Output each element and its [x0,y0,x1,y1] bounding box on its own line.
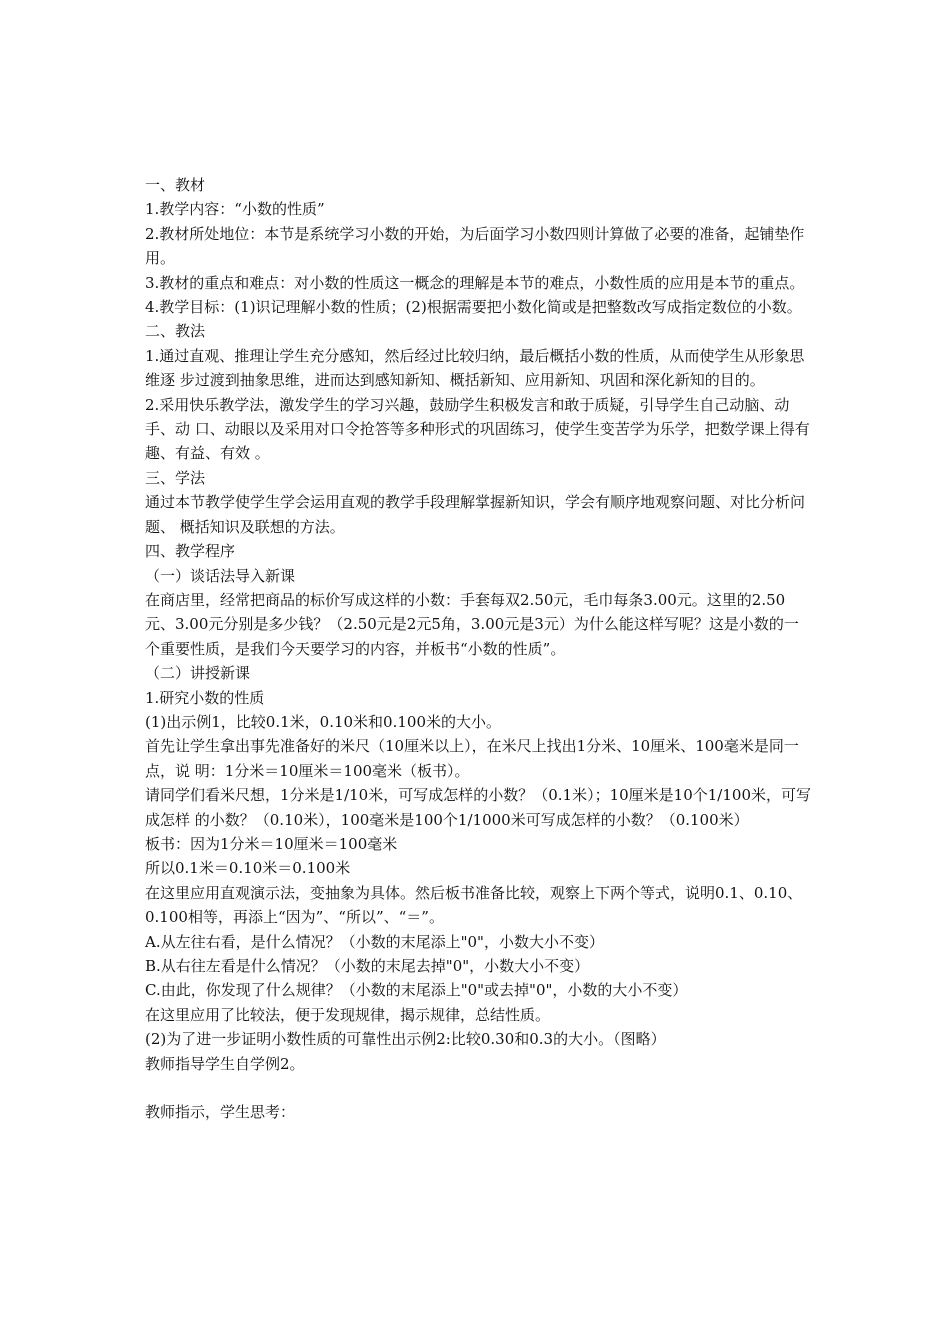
heading-teaching-method: 二、教法 [145,322,206,341]
paragraph: 在这里应用了比较法，便于发现规律，揭示规律，总结性质。 [145,1005,551,1024]
heading-teaching-procedure: 四、教学程序 [145,542,236,561]
paragraph: B.从右往左看是什么情况？（小数的末尾去掉"0"，小数大小不变） [145,957,590,975]
paragraph: 1.研究小数的性质 [145,688,265,707]
paragraph: 首先让学生拿出事先准备好的米尺（10厘米以上），在米尺上找出1分米、10厘米、100毫米是同一点，说 明：1分米＝10厘米＝100毫米（板书）。 [145,737,799,780]
paragraph: 教师指导学生自学例2。 [145,1054,305,1073]
paragraph: 2.采用快乐教学法，激发学生的学习兴趣，鼓励学生积极发言和敢于质疑，引导学生自己动脑、动手、动 口、动眼以及采用对口令抢答等多种形式的巩固练习，使学生变苦学为乐学，把数学课上得有趣、有益、有效 。 [145,395,810,463]
paragraph: 3.教材的重点和难点：对小数的性质这一概念的理解是本节的难点，小数性质的应用是本节的重点。 [145,273,805,292]
paragraph: 4.教学目标：(1)识记理解小数的性质；(2)根据需要把小数化简或是把整数改写成指定数位的小数。 [145,298,802,317]
paragraph: A.从左往右看，是什么情况？（小数的末尾添上"0"，小数大小不变） [145,932,604,951]
paragraph: (1)出示例1，比较0.1米，0.10米和0.100米的大小。 [145,712,501,731]
subheading: （二）讲授新课 [145,664,251,683]
paragraph: C.由此，你发现了什么规律？（小数的末尾添上"0"或去掉"0"，小数的大小不变） [145,981,688,1000]
paragraph: 通过本节教学使学生学会运用直观的教学手段理解掌握新知识，学会有顺序地观察问题、对比分析问题、 概括知识及联想的方法。 [145,493,806,536]
paragraph: 1.通过直观、推理让学生充分感知，然后经过比较归纳，最后概括小数的性质，从而使学生从形象思维逐 步过渡到抽象思维，进而达到感知新知、概括新知、应用新知、巩固和深化新知的目的。 [145,346,805,390]
subheading: （一）谈话法导入新课 [145,566,296,585]
paragraph: (2)为了进一步证明小数性质的可靠性出示例2:比较0.30和0.3的大小。（图略） [145,1030,666,1049]
heading-textbook: 一、教材 [145,176,206,194]
paragraph: 所以0.1米＝0.10米＝0.100米 [145,859,351,878]
paragraph: 在这里应用直观演示法，变抽象为具体。然后板书准备比较，观察上下两个等式，说明0.1、0.10、0.100相等，再添上“因为”、“所以”、“＝”。 [145,883,803,927]
paragraph: 在商店里，经常把商品的标价写成这样的小数：手套每双2.50元，毛巾每条3.00元。这里的2.50元、3.00元分别是多少钱？（2.50元是2元5角，3.00元是3元）为什么能这样写呢？这是小数的一个重要性质，是我们今天要学习的内容，并板书“小数的性质”。 [145,590,799,658]
heading-learning-method: 三、学法 [145,468,206,487]
paragraph: 板书：因为1分米＝10厘米＝100毫米 [145,834,398,853]
document-body [145,173,813,1125]
paragraph: 2.教材所处地位：本节是系统学习小数的开始，为后面学习小数四则计算做了必要的准备，起铺垫作用。 [145,224,805,268]
paragraph: 请同学们看米尺想，1分米是1/10米，可写成怎样的小数？（0.1米）；10厘米是10个1/100米，可写成怎样 的小数？（0.10米），100毫米是100个1/1000米可写成怎样的小数？（0.100米） [145,786,811,829]
paragraph: 1.教学内容：“小数的性质” [145,200,325,219]
paragraph: 教师指示，学生思考： [145,1103,296,1122]
blank-line [145,1076,813,1100]
